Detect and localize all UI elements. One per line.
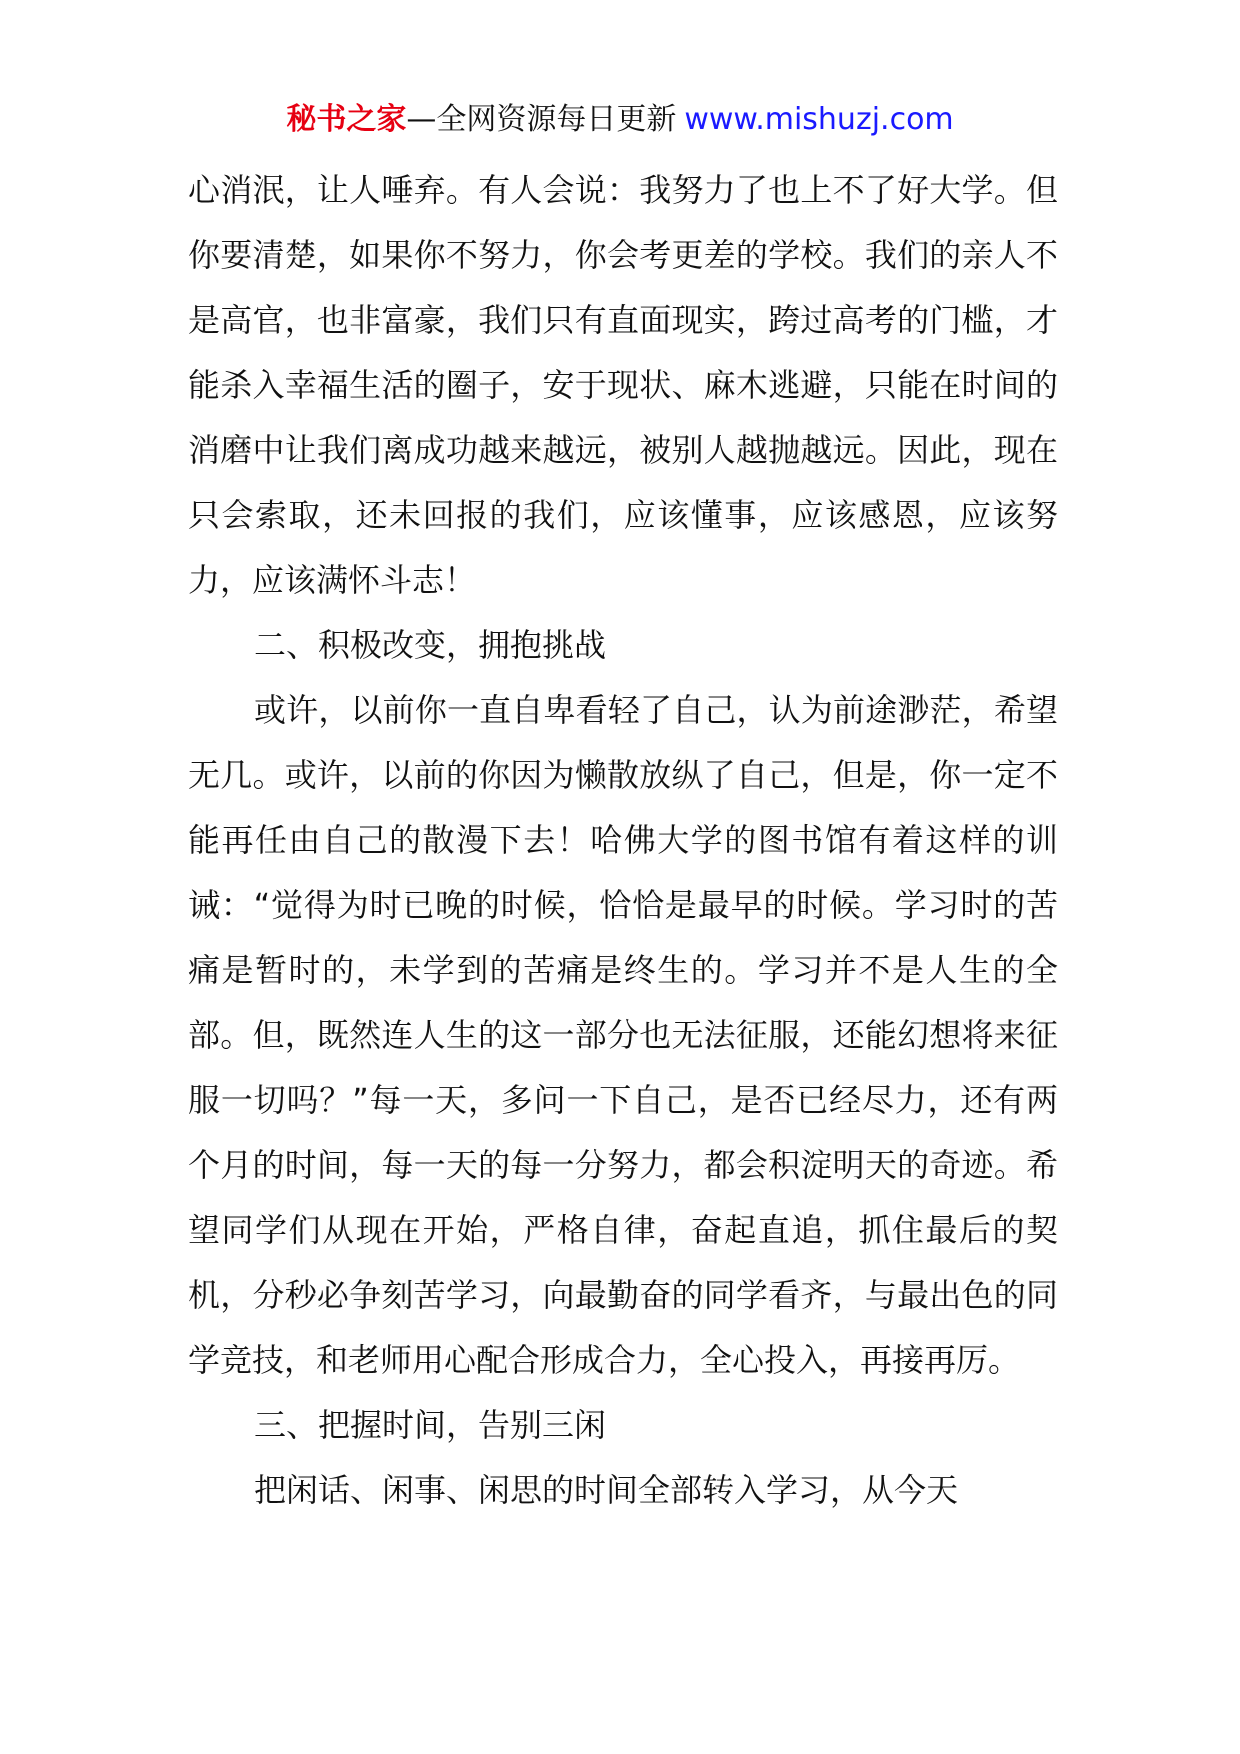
header-tagline: —全网资源每日更新 [406,102,677,137]
brand-name: 秘书之家 [286,102,407,137]
section-heading-2: 二、积极改变，拥抱挑战 [254,626,607,664]
section-heading-3: 三、把握时间，告别三闲 [254,1406,607,1444]
page-header [0,100,1240,140]
paragraph-continued: 心消泯，让人唾弃。有人会说：我努力了也上不了好大学。但你要清楚，如果你不努力，你会考更差的学校。我们的亲人不是高官，也非富豪，我们只有直面现实，跨过高考的门槛，才能杀入幸福生活的圈子，安于现状、麻木逃避，只能在时间的消磨中让我们离成功越来越远，被别人越抛越远。因此，现在只会索取，还未回报的我们，应该懂事，应该感恩，应该努力，应该满怀斗志！ [188,171,1058,599]
document-body [188,158,1058,1523]
paragraph-section-2: 或许，以前你一直自卑看轻了自己，认为前途渺茫，希望无几。或许，以前的你因为懒散放纵了自己，但是，你一定不能再任由自己的散漫下去！哈佛大学的图书馆有着这样的训诫：“觉得为时已晚的时候，恰恰是最早的时候。学习时的苦痛是暂时的，未学到的苦痛是终生的。学习并不是人生的全部。但，既然连人生的这一部分也无法征服，还能幻想将来征服一切吗？”每一天，多问一下自己，是否已经尽力，还有两个月的时间，每一天的每一分努力，都会积淀明天的奇迹。希望同学们从现在开始，严格自律，奋起直追，抓住最后的契机，分秒必争刻苦学习，向最勤奋的同学看齐，与最出色的同学竞技，和老师用心配合形成合力，全心投入，再接再厉。 [188,691,1058,1379]
website-link[interactable]: www.mishuzj.com [684,102,954,137]
paragraph-section-3: 把闲话、闲事、闲思的时间全部转入学习，从今天 [254,1471,959,1509]
